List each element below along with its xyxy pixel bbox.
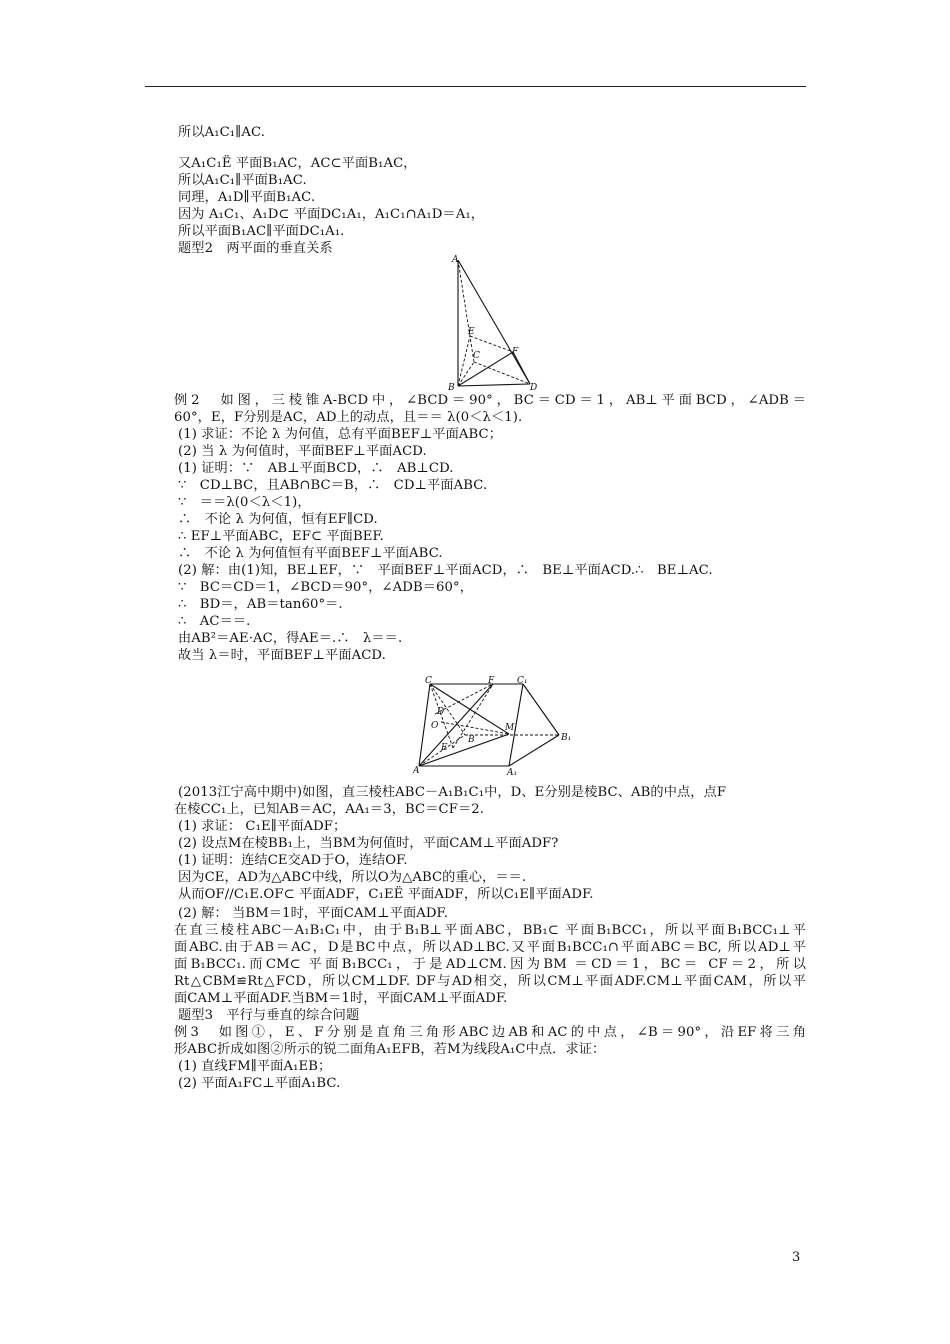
header-rule (145, 86, 806, 87)
text-line: (1) 求证： C₁E∥平面ADF； (178, 819, 347, 834)
text-line: 在棱CC₁上，已知AB＝AC，AA₁＝3，BC＝CF＝2. (174, 802, 485, 817)
text-line: 在直三棱柱ABC－A₁B₁C₁中，由于B₁B⊥平面ABC，BB₁⊂ 平面B₁BCC₁，所以平面B₁BCC₁⊥平 (174, 923, 806, 938)
text-line: 面CAM⊥平面ADF.当BM＝1时，平面CAM⊥平面ADF. (174, 991, 508, 1006)
text-line: (2) 当 λ 为何值时，平面BEF⊥平面ACD. (178, 444, 427, 459)
section-heading: 题型2 两平面的垂直关系 (178, 241, 333, 256)
text-line: (2) 解： 当BM＝1时，平面CAM⊥平面ADF. (178, 906, 449, 921)
text-line: ∵ BC＝CD＝1，∠BCD＝90°，∠ADB＝60°， (178, 580, 474, 595)
text-line: 又A₁C₁Ë 平面B₁AC，AC⊂平面B₁AC， (178, 156, 417, 171)
text-line: ∴ 不论 λ 为何值，恒有EF∥CD. (178, 512, 378, 527)
text-line: (1) 求证：不论 λ 为何值，总有平面BEF⊥平面ABC； (178, 427, 503, 442)
text-line: Rt△CBM≌Rt△FCD，所以CM⊥DF. DF与AD相交，所以CM⊥平面ADF.CM⊥平面CAM，所以平 (174, 974, 806, 989)
label-E: E (441, 743, 448, 753)
text-line: ∵ ＝＝λ(0＜λ＜1)， (178, 495, 311, 510)
figure-tetrahedron (442, 254, 542, 394)
text-line: ∴ EF⊥平面ABC，EF⊂ 平面BEF. (178, 529, 384, 544)
text-line: (2013江宁高中期中)如图，直三棱柱ABC－A₁B₁C₁中，D、E分别是棱BC、AB的中点，点F (178, 785, 727, 800)
text-line: (2) 设点M在棱BB₁上，当BM为何值时，平面CAM⊥平面ADF? (178, 836, 559, 851)
text-line: 由AB²＝AE·AC，得AE＝.∴ λ＝＝. (178, 631, 403, 646)
label-A: A (413, 766, 420, 776)
text-line: 形ABC折成如图②所示的锐二面角A₁EFB，若M为线段A₁C中点．求证： (174, 1042, 606, 1057)
text-line: 因为 A₁C₁、A₁D⊂ 平面DC₁A₁，A₁C₁∩A₁D＝A₁， (178, 207, 484, 222)
text-line: ∵ CD⊥BC，且AB∩BC＝B，∴ CD⊥平面ABC. (178, 478, 488, 493)
section-heading: 题型3 平行与垂直的综合问题 (178, 1008, 360, 1023)
text-line: (1) 直线FM∥平面A₁EB； (178, 1059, 332, 1074)
label-F: F (488, 676, 495, 686)
text-line: 因为CE，AD为△ABC中线，所以O为△ABC的重心，＝＝. (178, 870, 527, 885)
text-line: 所以A₁C₁∥AC. (178, 125, 265, 140)
text-line: 同理，A₁D∥平面B₁AC. (178, 190, 316, 205)
label-F: F (512, 347, 519, 357)
label-B: B (448, 383, 455, 393)
text-line: (2) 平面A₁FC⊥平面A₁BC. (178, 1076, 341, 1091)
text-line: 所以A₁C₁∥平面B₁AC. (178, 173, 307, 188)
label-A: A (452, 255, 459, 265)
label-C: C (425, 676, 432, 686)
text-line: (1) 证明：连结CE交AD于O，连结OF. (178, 853, 408, 868)
example-2-line: 例2 如图，三棱锥A-BCD中，∠BCD＝90°，BC＝CD＝1，AB⊥平面BCD，∠ADB＝ (174, 393, 806, 408)
text-line: 面ABC.由于AB＝AC，D是BC中点，所以AD⊥BC.又平面B₁BCC₁∩平面ABC＝BC, 所以AD⊥平 (174, 940, 806, 955)
label-E: E (468, 327, 475, 337)
text-line: ∴ 不论 λ 为何值恒有平面BEF⊥平面ABC. (178, 546, 443, 561)
label-O: O (431, 721, 439, 731)
label-B1: B₁ (561, 733, 572, 743)
label-C1: C₁ (517, 676, 528, 686)
figure-prism (413, 674, 583, 776)
label-D: D (437, 707, 445, 717)
text-line: 所以平面B₁AC∥平面DC₁A₁. (178, 224, 345, 239)
text-line: ∴ AC＝＝. (178, 614, 251, 629)
label-C: C (473, 351, 480, 361)
label-D: D (530, 383, 538, 393)
example-3-line: 例3 如图①，E、F分别是直角三角形ABC边AB和AC的中点，∠B＝90°，沿EF将三角 (174, 1025, 806, 1040)
text-line: 从而OF//C₁E.OF⊂ 平面ADF，C₁EË 平面ADF，所以C₁E∥平面ADF. (178, 887, 594, 902)
page-number: 3 (792, 1250, 801, 1265)
text-line: (1) 证明：∵ AB⊥平面BCD，∴ AB⊥CD. (178, 461, 454, 476)
text-line: (2) 解：由(1)知，BE⊥EF，∵ 平面BEF⊥平面ACD，∴ BE⊥平面ACD.∴ BE⊥AC. (178, 563, 713, 578)
text-line: ∴ BD＝，AB＝tan60°＝. (178, 597, 343, 612)
text-line: 面B₁BCC₁.而CM⊂ 平面B₁BCC₁，于是AD⊥CM.因为BM ＝CD＝1，BC＝ CF＝2，所以 (174, 957, 806, 972)
label-M: M (505, 723, 515, 733)
label-A1: A₁ (507, 768, 518, 776)
label-B: B (468, 735, 475, 745)
text-line: 故当 λ＝时，平面BEF⊥平面ACD. (178, 648, 386, 663)
text-line: 60°，E，F分别是AC，AD上的动点，且＝＝ λ(0＜λ＜1). (174, 410, 523, 425)
